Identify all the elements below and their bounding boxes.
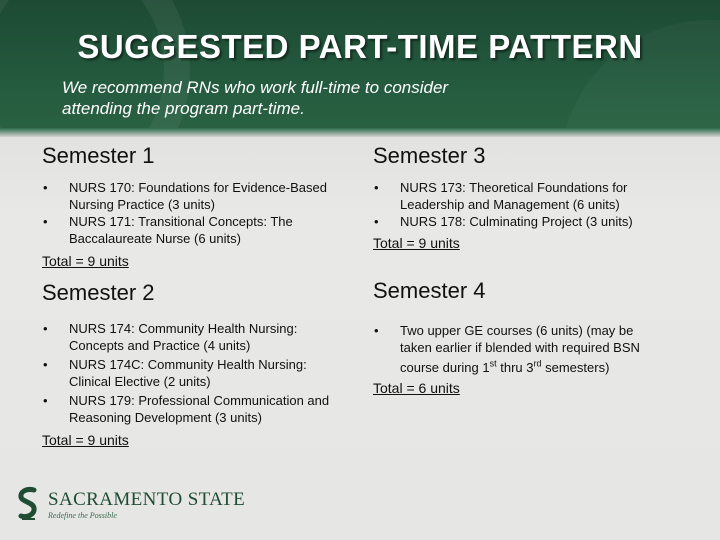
list-item [373,213,673,230]
course-text: Two upper GE courses (6 units) (may be taken earlier if blended with required BSN course during 1st thru 3rd semesters) [400,323,640,376]
list-item [42,179,352,213]
bullet-glyph: • [43,180,48,195]
bullet-glyph: • [43,393,48,408]
semester-3-title: Semester 3 [373,143,486,168]
course-text: NURS 178: Culminating Project (3 units) [400,214,633,229]
list-item [42,356,342,390]
semester-1-block [42,143,362,269]
course-text: NURS 174: Community Health Nursing: Concepts and Practice (4 units) [69,321,298,353]
semester-4-block [373,278,673,396]
course-text: NURS 173: Theoretical Foundations for Leadership and Management (6 units) [400,180,628,212]
bullet-glyph: • [374,180,379,195]
slide-subtitle: We recommend RNs who work full-time to consider attending the program part-time. [62,78,449,118]
header-fade [0,128,720,137]
semester-1-total: Total = 9 units [42,253,129,269]
semester-2-course-list [42,320,362,426]
bullet-glyph: • [43,214,48,229]
course-text: NURS 171: Transitional Concepts: The Baccalaureate Nurse (6 units) [69,214,293,246]
bullet-glyph: • [374,214,379,229]
list-item [373,179,653,213]
bullet-glyph: • [43,321,48,336]
semester-2-total: Total = 9 units [42,432,129,448]
semester-1-course-list [42,179,362,247]
slide-title: SUGGESTED PART-TIME PATTERN [77,28,643,65]
semester-1-title: Semester 1 [42,143,155,168]
list-item [373,322,663,376]
logo-tagline: Redefine the Possible [48,511,117,520]
semester-2-block [42,280,362,448]
logo-wordmark: SACRAMENTO STATE [48,489,246,510]
hornet-s-icon [16,486,40,522]
bullet-glyph: • [43,357,48,372]
course-text: NURS 179: Professional Communication and Reasoning Development (3 units) [69,393,330,425]
semester-3-total: Total = 9 units [373,235,460,251]
semester-2-title: Semester 2 [42,280,155,305]
sacramento-state-logo [16,486,246,526]
list-item [42,392,342,426]
semester-4-course-list [373,322,673,376]
bullet-glyph: • [374,323,379,338]
semester-4-title: Semester 4 [373,278,486,303]
semester-4-total: Total = 6 units [373,380,460,397]
list-item [42,320,327,354]
semester-3-course-list [373,179,673,230]
course-text: NURS 170: Foundations for Evidence-Based Nursing Practice (3 units) [69,180,327,212]
course-text: NURS 174C: Community Health Nursing: Clinical Elective (2 units) [69,357,307,389]
list-item [42,213,327,247]
semester-3-block [373,143,673,251]
